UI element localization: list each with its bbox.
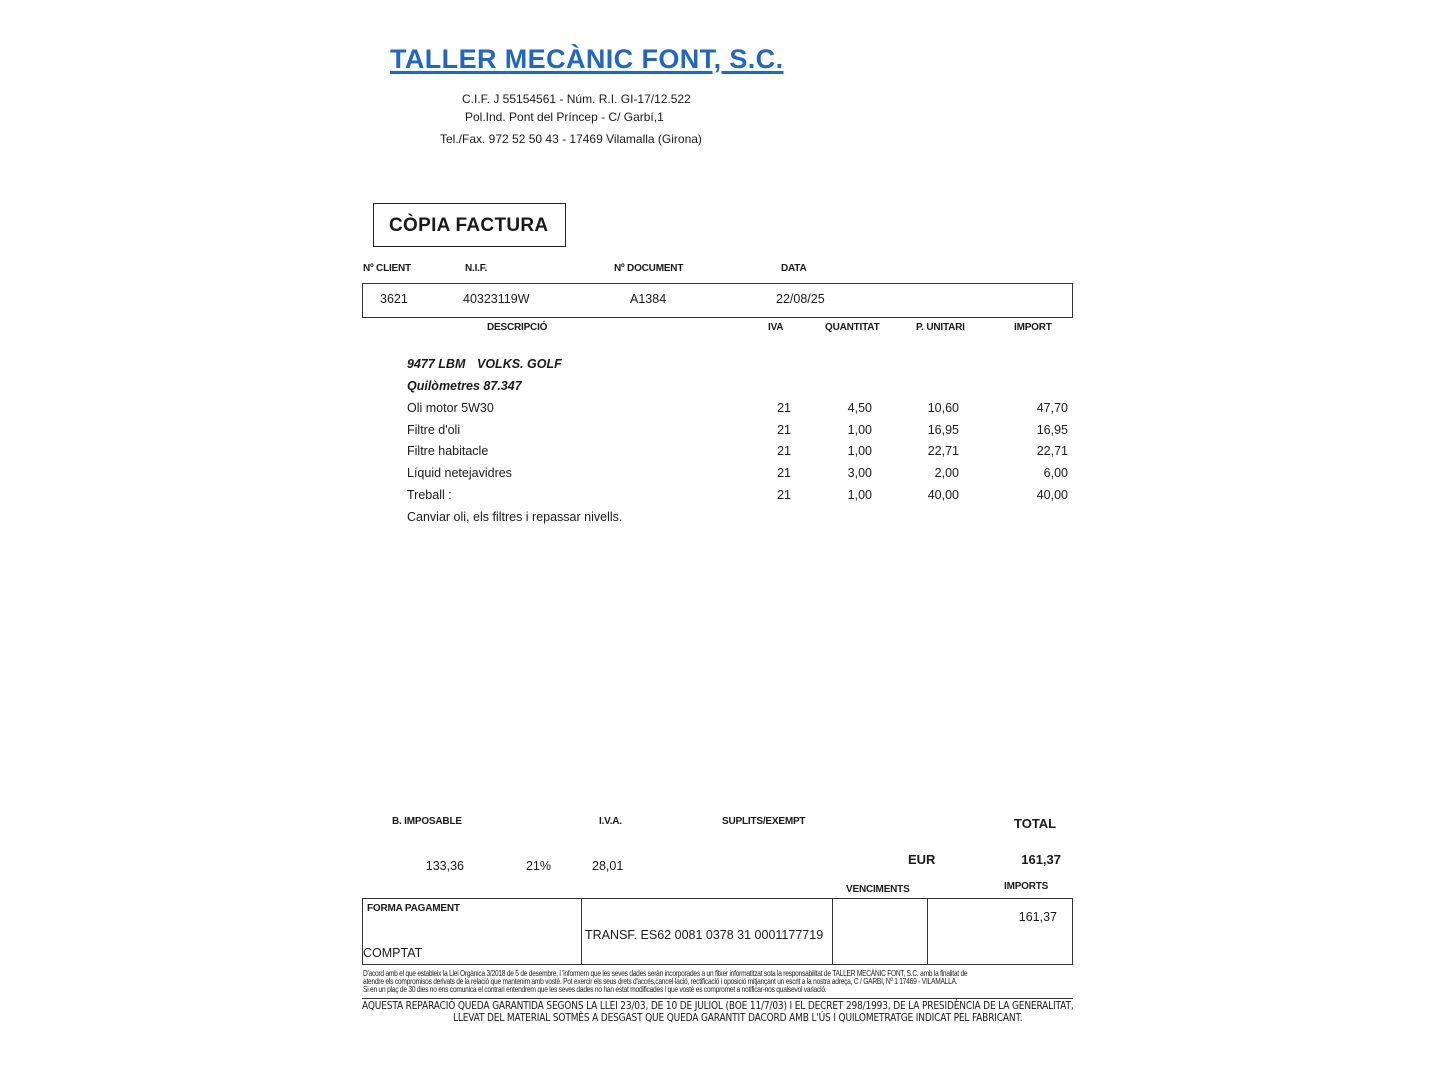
- item-quantity: 1,00: [847, 423, 872, 437]
- total-amount: 161,37: [1021, 852, 1061, 867]
- label-amounts: IMPORTS: [1004, 881, 1049, 892]
- label-client: Nº CLIENT: [363, 263, 411, 274]
- company-phone: Tel./Fax. 972 52 50 43 - 17469 Vilamalla (Girona): [440, 132, 702, 146]
- currency-label: EUR: [908, 852, 936, 867]
- item-description: Treball :: [407, 488, 452, 502]
- vat-amount: 28,01: [592, 859, 624, 873]
- item-amount: 47,70: [1036, 401, 1068, 415]
- vehicle-model: VOLKS. GOLF: [477, 357, 562, 371]
- nif-value: 40323119W: [463, 292, 530, 306]
- label-nif: N.I.F.: [465, 263, 488, 274]
- legal-text-line: atendre els compromisos derivats de la relació que mantenim amb vostè. Pot exercir els seus drets d'accés,cancel·lació, rectificació i oposició mitjançant un escrit a la nostra adreça, C / GARBI, Nº 1 17469 - VILAMALLA.: [363, 976, 958, 986]
- payment-amount: 161,37: [1018, 910, 1057, 924]
- legal-text-line: Si en un plaç de 30 dies no ens comunica el contrari entendrem que les seves dades no han estat modificades i que vostè es compromet a notificar-nos qualsevol variació.: [363, 984, 827, 994]
- item-iva: 21: [777, 466, 791, 480]
- label-payment-method: FORMA PAGAMENT: [367, 903, 460, 914]
- item-unit-price: 2,00: [934, 466, 959, 480]
- document-title: CÒPIA FACTURA: [389, 215, 549, 236]
- label-document: Nº DOCUMENT: [614, 263, 684, 274]
- column-unit-price: P. UNITARI: [916, 322, 965, 333]
- item-quantity: 3,00: [847, 466, 872, 480]
- transfer-iban: TRANSF. ES62 0081 0378 31 0001177719: [585, 928, 824, 942]
- label-vat: I.V.A.: [599, 816, 622, 827]
- payment-divider: [832, 899, 833, 964]
- column-amount: IMPORT: [1014, 322, 1052, 333]
- item-amount: 6,00: [1043, 466, 1068, 480]
- item-unit-price: 10,60: [927, 401, 959, 415]
- item-quantity: 1,00: [847, 488, 872, 502]
- label-taxable-base: B. IMPOSABLE: [392, 816, 462, 827]
- item-iva: 21: [777, 423, 791, 437]
- label-total: TOTAL: [1014, 816, 1057, 831]
- item-description: Oli motor 5W30: [407, 401, 494, 415]
- item-unit-price: 16,95: [927, 423, 959, 437]
- vehicle-plate: 9477 LBM: [407, 357, 466, 371]
- work-note: Canviar oli, els filtres i repassar nivells.: [407, 510, 623, 524]
- column-quantity: QUANTITAT: [825, 322, 880, 333]
- item-amount: 16,95: [1036, 423, 1068, 437]
- item-unit-price: 22,71: [927, 444, 959, 458]
- company-address: Pol.Ind. Pont del Príncep - C/ Garbí,1: [465, 110, 664, 124]
- item-quantity: 1,00: [847, 444, 872, 458]
- payment-method: COMPTAT: [363, 946, 423, 960]
- guarantee-divider: [362, 998, 1073, 999]
- item-iva: 21: [777, 444, 791, 458]
- label-due-dates: VENCIMENTS: [846, 884, 910, 895]
- item-description: Filtre habitacle: [407, 444, 489, 458]
- vehicle-km: Quilòmetres 87.347: [407, 379, 522, 393]
- item-quantity: 4,50: [847, 401, 872, 415]
- company-cif: C.I.F. J 55154561 - Núm. R.I. GI-17/12.522: [462, 92, 691, 106]
- item-iva: 21: [777, 488, 791, 502]
- item-amount: 40,00: [1036, 488, 1068, 502]
- item-description: Filtre d'oli: [407, 423, 461, 437]
- label-suplits: SUPLITS/EXEMPT: [722, 816, 806, 827]
- company-name: TALLER MECÀNIC FONT, S.C.: [390, 44, 784, 74]
- legal-text-line: D'acord amb el que estableix la Llei Orgànica 3/2018 de 5 de desembre, l 'informem que les seves dades seràn incorporades a un fitxer informatitzat sota la responsabilitat de TALLER MECÀNIC FONT, S.C. amb la finalitat de: [363, 968, 968, 978]
- guarantee-text-line: LLEVAT DEL MATERIAL SOTMÈS A DESGAST QUE QUEDA GARANTIT DACORD AMB L'ÚS I QUILOMETRATGE INDICAT PEL FABRICANT.: [453, 1012, 1023, 1024]
- column-description: DESCRIPCIÓ: [487, 322, 548, 333]
- payment-divider: [581, 899, 582, 964]
- date-value: 22/08/25: [776, 292, 825, 306]
- item-amount: 22,71: [1036, 444, 1068, 458]
- payment-divider: [927, 899, 928, 964]
- vat-rate: 21%: [525, 859, 551, 873]
- document-title-box: [373, 203, 566, 247]
- item-unit-price: 40,00: [927, 488, 959, 502]
- client-number: 3621: [380, 292, 408, 306]
- column-iva: IVA: [768, 322, 784, 333]
- label-date: DATA: [781, 263, 807, 274]
- taxable-base-value: 133,36: [425, 859, 464, 873]
- item-iva: 21: [777, 401, 791, 415]
- document-number: A1384: [630, 292, 667, 306]
- item-description: Líquid netejavidres: [407, 466, 512, 480]
- guarantee-text-line: AQUESTA REPARACIÓ QUEDA GARANTIDA SEGONS LA LLEI 23/03, DE 10 DE JULIOL (BOE 11/7/03) I EL DECRET 298/1993, DE LA PRESIDÈNCIA DE LA GENERALITAT,: [362, 1000, 1074, 1012]
